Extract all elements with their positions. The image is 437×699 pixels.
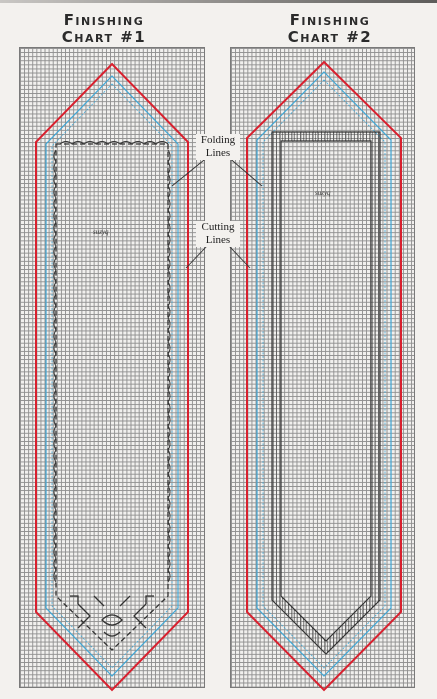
chart-1-title-line1: Finishing bbox=[63, 11, 145, 29]
folding-label-line1: Folding bbox=[200, 134, 236, 146]
chart-2-stitch-band bbox=[272, 132, 380, 654]
chart-1-title-line2: Chart #1 bbox=[61, 28, 147, 46]
cutting-label-line1: Cutting bbox=[201, 221, 235, 233]
chart-1-inner-folding-line bbox=[52, 84, 172, 668]
chart-1-signature-mark: suzyq bbox=[93, 228, 109, 236]
cutting-lines-label bbox=[196, 221, 240, 247]
chart-1-stitch-border bbox=[56, 144, 168, 650]
chart-1-cutting-line bbox=[36, 64, 188, 690]
chart-1-scallop-right bbox=[168, 150, 170, 582]
chart-1-bottom-motif bbox=[70, 596, 154, 636]
cutting-pointer-left bbox=[186, 246, 207, 268]
chart-1-folding-line bbox=[46, 76, 178, 676]
cutting-label-line2: Lines bbox=[205, 234, 231, 246]
chart-2-title-line1: Finishing bbox=[289, 11, 371, 29]
folding-lines-label bbox=[196, 134, 240, 160]
chart-2-signature-mark: suzyq bbox=[315, 189, 331, 197]
chart-2-title-line2: Chart #2 bbox=[287, 28, 373, 46]
folding-label-line2: Lines bbox=[205, 147, 231, 159]
